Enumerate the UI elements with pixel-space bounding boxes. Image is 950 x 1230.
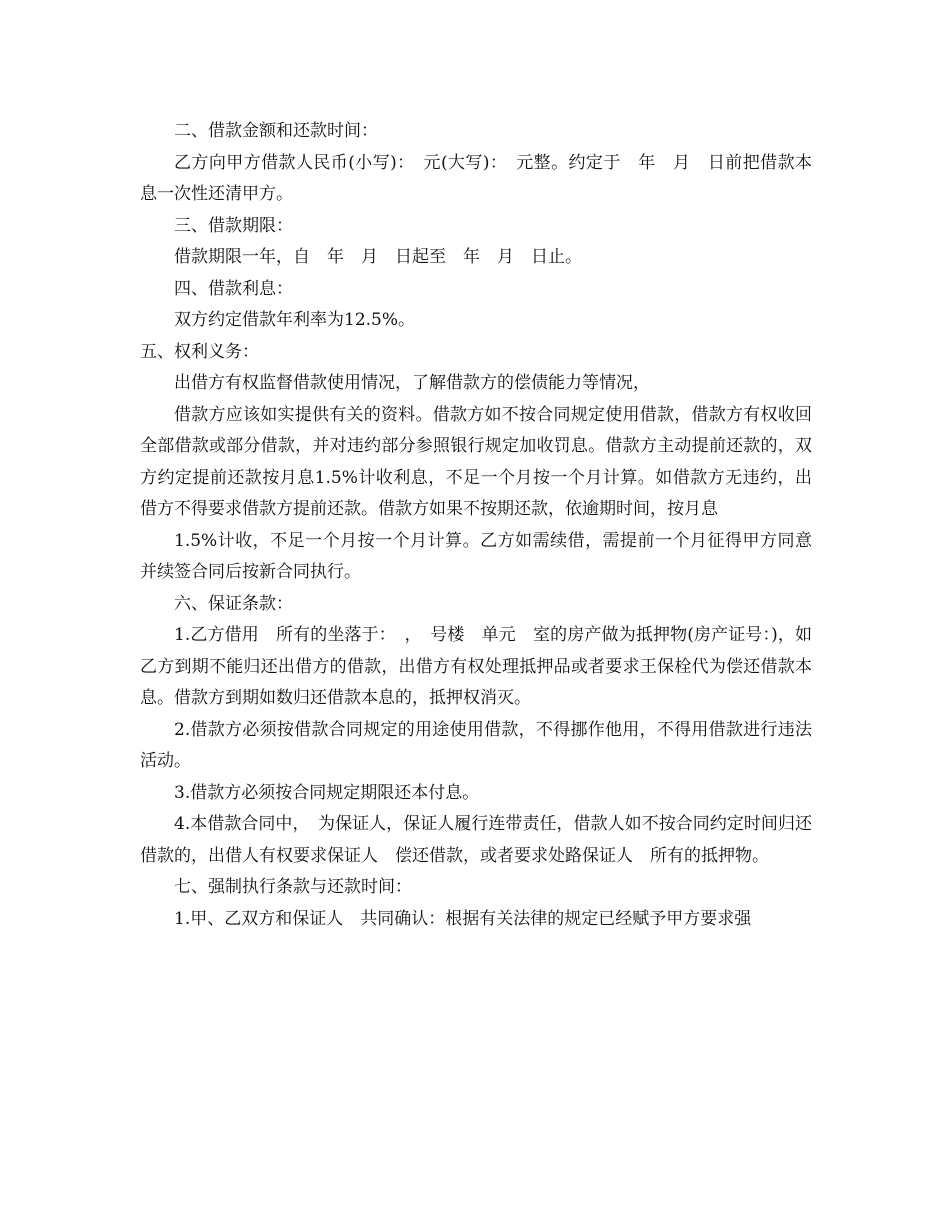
paragraph-loan-term: 借款期限一年，自 年 月 日起至 年 月 日止。	[174, 247, 582, 267]
section-heading-enforcement: 七、强制执行条款与还款时间：	[174, 877, 412, 897]
paragraph-rights-1: 出借方有权监督借款使用情况，了解借款方的偿债能力等情况，	[174, 373, 650, 393]
paragraph-enforcement-1: 1.甲、乙双方和保证人 共同确认：根据有关法律的规定已经赋予甲方要求强	[174, 908, 752, 929]
paragraph-guarantee-4: 4.本借款合同中， 为保证人，保证人履行连带责任，借款人如不按合同约定时间归还借款的，出借人有权要求保证人 偿还借款，或者要求处路保证人 所有的抵押物。	[140, 814, 812, 866]
paragraph-rights-3: 1.5%计收，不足一个月按一个月计算。乙方如需续借，需提前一个月征得甲方同意并续签合同后按新合同执行。	[140, 530, 812, 582]
section-heading-interest: 四、借款利息：	[174, 278, 293, 299]
paragraph-interest: 双方约定借款年利率为12.5%。	[174, 310, 416, 330]
section-heading-loan-amount: 二、借款金额和还款时间：	[174, 121, 378, 141]
paragraph-guarantee-3: 3.借款方必须按合同规定期限还本付息。	[174, 782, 480, 803]
section-heading-guarantee: 六、保证条款：	[174, 593, 293, 614]
paragraph-guarantee-2: 2.借款方必须按借款合同规定的用途使用借款，不得挪作他用，不得用借款进行违法活动。	[140, 719, 812, 771]
paragraph-loan-amount: 乙方向甲方借款人民币(小写)： 元(大写)： 元整。约定于 年 月 日前把借款本息一次性还清甲方。	[140, 152, 812, 204]
document-body	[140, 116, 812, 935]
paragraph-rights-2: 借款方应该如实提供有关的资料。借款方如不按合同规定使用借款，借款方有权收回全部借款或部分借款，并对违约部分参照银行规定加收罚息。借款方主动提前还款的，双方约定提前还款按月息1.5%计收利息，不足一个月按一个月计算。如借款方无违约，出借方不得要求借款方提前还款。借款方如果不按期还款，依逾期时间，按月息	[140, 404, 812, 519]
paragraph-guarantee-1: 1.乙方借用 所有的坐落于： ， 号楼 单元 室的房产做为抵押物(房产证号：)，如乙方到期不能归还出借方的借款，出借方有权处理抵押品或者要求王保栓代为偿还借款本息。借款方到期如数归还借款本息的，抵押权消灭。	[140, 625, 812, 708]
section-heading-loan-term: 三、借款期限：	[174, 215, 293, 236]
section-heading-rights: 五、权利义务：	[140, 341, 259, 362]
